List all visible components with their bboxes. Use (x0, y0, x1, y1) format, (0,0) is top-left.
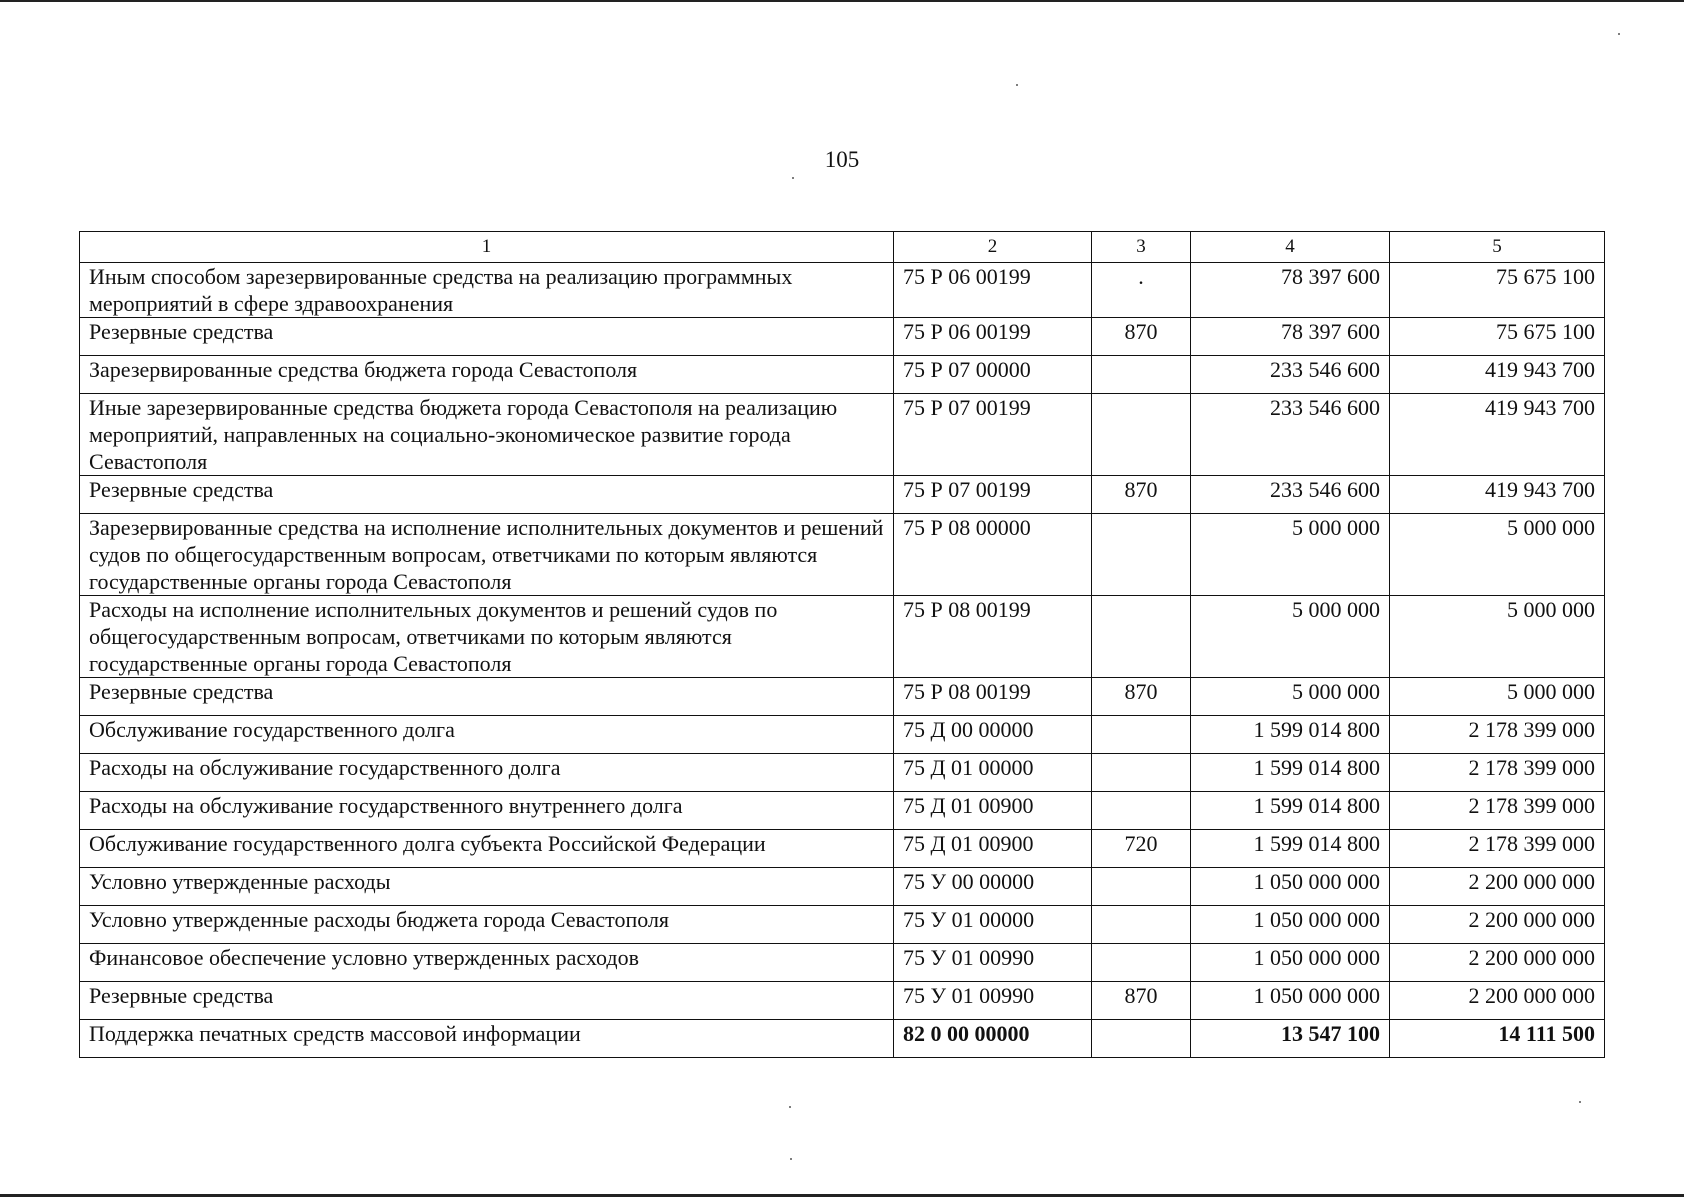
row-type (1092, 906, 1191, 944)
row-type: 720 (1092, 830, 1191, 868)
row-value-4: 1 050 000 000 (1191, 944, 1390, 982)
row-value-4: 233 546 600 (1191, 394, 1390, 476)
row-code: 75 Д 00 00000 (894, 716, 1092, 754)
row-code: 75 Р 06 00199 (894, 263, 1092, 318)
row-value-5: 2 178 399 000 (1390, 792, 1605, 830)
row-type (1092, 1020, 1191, 1058)
row-type (1092, 596, 1191, 678)
table-row (80, 263, 1605, 318)
row-name: Резервные средства (80, 678, 894, 716)
row-value-5: 2 178 399 000 (1390, 716, 1605, 754)
row-code: 75 У 01 00990 (894, 944, 1092, 982)
row-name: Расходы на обслуживание государственного долга (80, 754, 894, 792)
row-code: 75 Р 06 00199 (894, 318, 1092, 356)
table-row (80, 792, 1605, 830)
row-value-5: 419 943 700 (1390, 476, 1605, 514)
row-value-5: 2 200 000 000 (1390, 944, 1605, 982)
row-value-4: 78 397 600 (1191, 263, 1390, 318)
row-name: Резервные средства (80, 476, 894, 514)
row-code: 75 Р 07 00000 (894, 356, 1092, 394)
row-value-4: 1 050 000 000 (1191, 982, 1390, 1020)
row-code: 75 Р 07 00199 (894, 476, 1092, 514)
row-value-4: 1 050 000 000 (1191, 868, 1390, 906)
row-value-4: 5 000 000 (1191, 678, 1390, 716)
row-type: 870 (1092, 982, 1191, 1020)
row-code: 82 0 00 00000 (894, 1020, 1092, 1058)
row-value-4: 1 599 014 800 (1191, 716, 1390, 754)
row-name: Условно утвержденные расходы бюджета города Севастополя (80, 906, 894, 944)
row-type (1092, 792, 1191, 830)
row-name: Условно утвержденные расходы (80, 868, 894, 906)
row-value-5: 75 675 100 (1390, 263, 1605, 318)
row-name: Поддержка печатных средств массовой информации (80, 1020, 894, 1058)
row-value-5: 2 178 399 000 (1390, 830, 1605, 868)
row-value-4: 233 546 600 (1191, 356, 1390, 394)
header-col-3: 3 (1092, 232, 1191, 263)
page-number: 105 (824, 147, 860, 172)
table-header-row (80, 232, 1605, 263)
row-value-4: 13 547 100 (1191, 1020, 1390, 1058)
row-value-5: 2 200 000 000 (1390, 868, 1605, 906)
row-type: 870 (1092, 476, 1191, 514)
row-code: 75 У 01 00000 (894, 906, 1092, 944)
table-row (80, 514, 1605, 596)
row-name: Иные зарезервированные средства бюджета города Севастополя на реализацию мероприятий, направленных на социально-экономическое развитие города Севастополя (80, 394, 894, 476)
row-name: Резервные средства (80, 318, 894, 356)
header-col-2: 2 (894, 232, 1092, 263)
table-row (80, 716, 1605, 754)
row-code: 75 Р 08 00199 (894, 596, 1092, 678)
header-col-1: 1 (80, 232, 894, 263)
row-name: Обслуживание государственного долга (80, 716, 894, 754)
row-name: Финансовое обеспечение условно утвержденных расходов (80, 944, 894, 982)
row-value-5: 2 178 399 000 (1390, 754, 1605, 792)
row-name: Зарезервированные средства на исполнение исполнительных документов и решений судов по общегосударственным вопросам, ответчиками по которым являются государственные органы города Севастополя (80, 514, 894, 596)
row-name: Расходы на исполнение исполнительных документов и решений судов по общегосударственным вопросам, ответчиками по которым являются государственные органы города Севастополя (80, 596, 894, 678)
table-row (80, 394, 1605, 476)
row-code: 75 Р 07 00199 (894, 394, 1092, 476)
row-name: Обслуживание государственного долга субъекта Российской Федерации (80, 830, 894, 868)
scan-speck (789, 1106, 791, 1108)
row-type: 870 (1092, 318, 1191, 356)
row-type: . (1092, 263, 1191, 318)
scan-speck (1618, 33, 1620, 35)
header-col-4: 4 (1191, 232, 1390, 263)
row-code: 75 Д 01 00900 (894, 830, 1092, 868)
table-row (80, 868, 1605, 906)
row-name: Зарезервированные средства бюджета города Севастополя (80, 356, 894, 394)
row-value-4: 1 599 014 800 (1191, 792, 1390, 830)
row-code: 75 У 01 00990 (894, 982, 1092, 1020)
table-row (80, 356, 1605, 394)
row-type (1092, 356, 1191, 394)
table-row (80, 476, 1605, 514)
row-type (1092, 754, 1191, 792)
row-type (1092, 944, 1191, 982)
scan-speck (790, 1158, 792, 1160)
row-value-5: 14 111 500 (1390, 1020, 1605, 1058)
row-value-4: 1 599 014 800 (1191, 754, 1390, 792)
table-row (80, 318, 1605, 356)
budget-table (79, 231, 1605, 1058)
table-row (80, 982, 1605, 1020)
row-code: 75 Р 08 00199 (894, 678, 1092, 716)
row-code: 75 Р 08 00000 (894, 514, 1092, 596)
header-col-5: 5 (1390, 232, 1605, 263)
row-type: 870 (1092, 678, 1191, 716)
table-row (80, 830, 1605, 868)
table-row (80, 596, 1605, 678)
scan-speck (1016, 84, 1018, 86)
scan-edge-top (0, 0, 1684, 2)
row-type (1092, 394, 1191, 476)
table-row (80, 944, 1605, 982)
scan-speck (1579, 1101, 1581, 1103)
row-value-4: 5 000 000 (1191, 596, 1390, 678)
scan-speck (792, 177, 794, 179)
row-value-4: 1 599 014 800 (1191, 830, 1390, 868)
table-row (80, 1020, 1605, 1058)
row-name: Резервные средства (80, 982, 894, 1020)
row-name: Расходы на обслуживание государственного внутреннего долга (80, 792, 894, 830)
row-value-5: 5 000 000 (1390, 678, 1605, 716)
row-value-5: 5 000 000 (1390, 596, 1605, 678)
row-type (1092, 868, 1191, 906)
row-value-5: 75 675 100 (1390, 318, 1605, 356)
table-row (80, 678, 1605, 716)
row-type (1092, 716, 1191, 754)
row-value-5: 5 000 000 (1390, 514, 1605, 596)
row-value-4: 233 546 600 (1191, 476, 1390, 514)
row-value-5: 2 200 000 000 (1390, 982, 1605, 1020)
row-value-5: 419 943 700 (1390, 394, 1605, 476)
row-value-5: 419 943 700 (1390, 356, 1605, 394)
row-value-5: 2 200 000 000 (1390, 906, 1605, 944)
row-value-4: 5 000 000 (1191, 514, 1390, 596)
row-value-4: 1 050 000 000 (1191, 906, 1390, 944)
row-name: Иным способом зарезервированные средства на реализацию программных мероприятий в сфере здравоохранения (80, 263, 894, 318)
row-type (1092, 514, 1191, 596)
row-code: 75 Д 01 00900 (894, 792, 1092, 830)
row-value-4: 78 397 600 (1191, 318, 1390, 356)
table-row (80, 906, 1605, 944)
table-row (80, 754, 1605, 792)
row-code: 75 Д 01 00000 (894, 754, 1092, 792)
row-code: 75 У 00 00000 (894, 868, 1092, 906)
scan-edge-bottom (0, 1194, 1684, 1197)
